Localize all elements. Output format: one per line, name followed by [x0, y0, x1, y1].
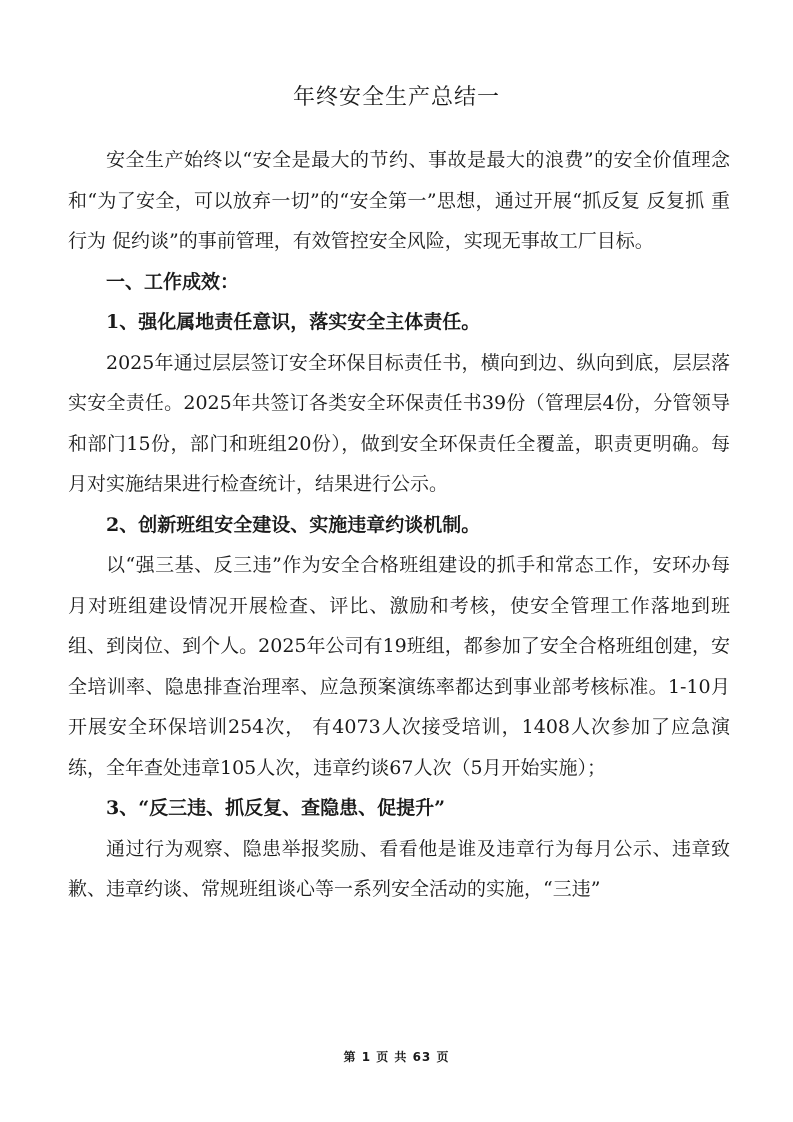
body-paragraph-1: 2025年通过层层签订安全环保目标责任书，横向到边、纵向到底，层层落实安全责任。2025年共签订各类安全环保责任书39份（管理层4份，分管领导和部门15份，部门和班组20份），做到安全环保责任全覆盖，职责更明确。每月对实施结果进行检查统计，结果进行公示。 [68, 351, 730, 495]
subsection-heading-1: 1、强化属地责任意识，落实安全主体责任。 [106, 311, 481, 333]
page-footer: 第 1 页 共 63 页 [343, 1050, 450, 1064]
subsection-heading-2: 2、创新班组安全建设、实施违章约谈机制。 [106, 513, 481, 536]
body-paragraph-2: 以“强三基、反三违”作为安全合格班组建设的抓手和常态工作，安环办每月对班组建设情况开展检查、评比、激励和考核，使安全管理工作落地到班组、到岗位、到个人。2025年公司有19班组，都参加了安全合格班组创建，安全培训率、隐患排查治理率、应急预案演练率都达到事业部考核标准。1-10月开展安全环保培训254次， 有4073人次接受培训，1408人次参加了应急演练，全年查处违章105人次，违章约谈67人次（5月开始实施）； [68, 554, 730, 779]
document-body [68, 140, 730, 910]
body-paragraph-3: 通过行为观察、隐患举报奖励、看看他是谁及违章行为每月公示、违章致歉、违章约谈、常规班组谈心等一系列安全活动的实施，“三违” [68, 837, 730, 900]
document-title: 年终安全生产总结一 [292, 85, 500, 110]
intro-paragraph: 安全生产始终以“安全是最大的节约、事故是最大的浪费”的安全价值理念和“为了安全，可以放弃一切”的“安全第一”思想，通过开展“抓反复 反复抓 重行为 促约谈”的事前管理，有效管控安全风险，实现无事故工厂目标。 [68, 149, 730, 252]
subsection-heading-3: 3、“反三违、抓反复、查隐患、促提升” [106, 797, 446, 819]
section-heading: 一、工作成效： [106, 270, 240, 293]
